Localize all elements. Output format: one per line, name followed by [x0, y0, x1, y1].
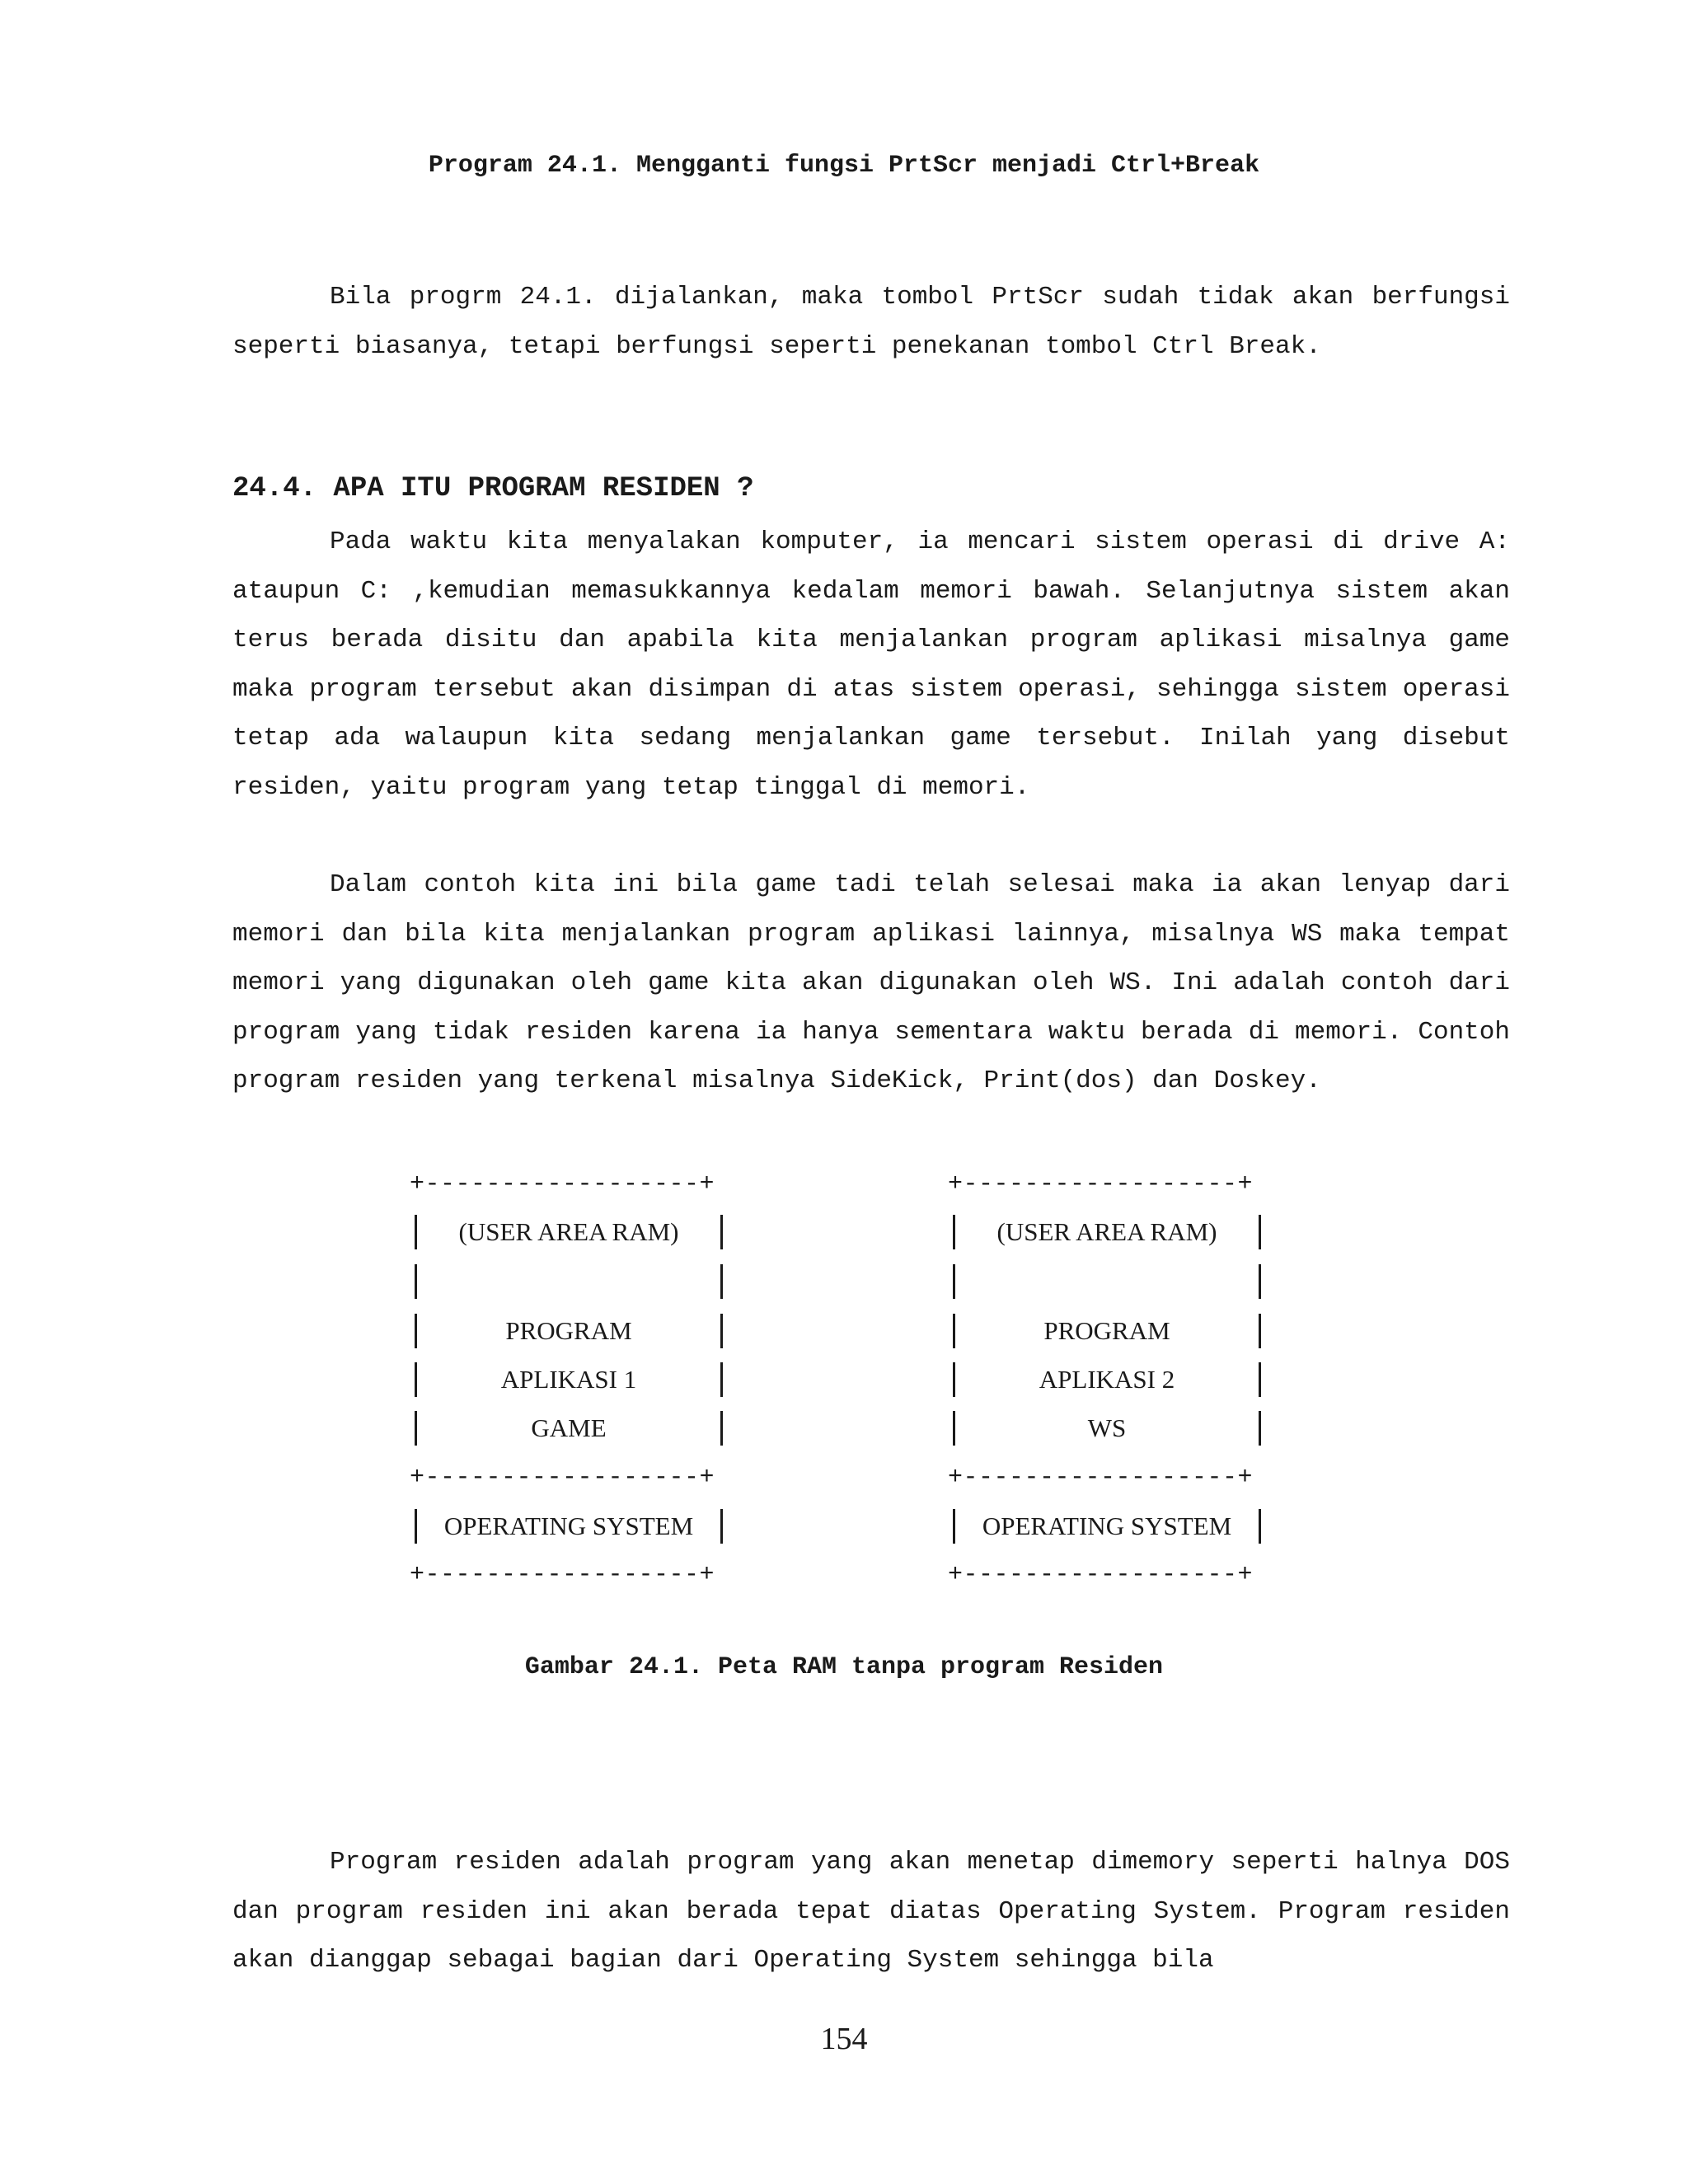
ram-border-middle: +------------------+ — [410, 1464, 715, 1492]
user-area-label: (USER AREA RAM) — [996, 1217, 1217, 1246]
program-caption: Program 24.1. Mengganti fungsi PrtScr menjadi Ctrl+Break — [428, 152, 1260, 180]
program-label: PROGRAM — [1043, 1316, 1170, 1345]
paragraph-3: Dalam contoh kita ini bila game tadi telah selesai maka ia akan lenyap dari memori dan bila kita menjalankan program aplikasi lainnya, misalnya WS maka tempat memori yang digunakan oleh game kita akan digunakan oleh WS. Ini adalah contoh dari program yang tidak residen karena ia hanya sementara waktu berada di memori. Contoh program residen yang terkenal misalnya SideKick, Print(dos) dan Doskey. — [232, 870, 1510, 1095]
ram-row-program — [948, 1307, 1269, 1355]
paragraph-4: Program residen adalah program yang akan menetap dimemory seperti halnya DOS dan program residen ini akan berada tepat diatas Operating System. Program residen akan dianggap sebagai bagian dari Operating System sehingga bila — [232, 1848, 1510, 1975]
ram-map-right — [948, 1160, 1278, 1589]
ram-row-program — [410, 1307, 731, 1355]
ram-row-app-name — [948, 1404, 1269, 1452]
page-number: 154 — [820, 2022, 868, 2056]
figure-caption: Gambar 24.1. Peta RAM tanpa program Residen — [524, 1653, 1164, 1681]
ram-row-empty — [410, 1258, 731, 1305]
ram-row-app-name — [410, 1404, 731, 1452]
section-heading: 24.4. APA ITU PROGRAM RESIDEN ? — [232, 473, 754, 504]
app-name-label: GAME — [531, 1413, 607, 1442]
ram-row-aplikasi — [948, 1356, 1269, 1404]
user-area-label: (USER AREA RAM) — [458, 1217, 679, 1246]
ram-border-top: +------------------+ — [948, 1170, 1254, 1198]
os-label: OPERATING SYSTEM — [443, 1511, 694, 1540]
app-name-label: WS — [1087, 1413, 1127, 1442]
ram-row-aplikasi — [410, 1356, 731, 1404]
ram-border-middle: +------------------+ — [948, 1464, 1254, 1492]
ram-map-left — [410, 1160, 739, 1589]
aplikasi-label: APLIKASI 1 — [500, 1365, 637, 1394]
os-label: OPERATING SYSTEM — [982, 1511, 1232, 1540]
paragraph-1: Bila progrm 24.1. dijalankan, maka tombol PrtScr sudah tidak akan berfungsi seperti biasanya, tetapi berfungsi seperti penekanan tombol Ctrl Break. — [232, 283, 1510, 361]
ram-row-user-area — [410, 1208, 731, 1256]
ram-border-top: +------------------+ — [410, 1170, 715, 1198]
ram-border-bottom: +------------------+ — [948, 1561, 1254, 1589]
paragraph-2: Pada waktu kita menyalakan komputer, ia mencari sistem operasi di drive A: ataupun C: ,kemudian memasukkannya kedalam memori bawah. Selanjutnya sistem akan terus berada disitu dan apabila kita menjalankan program aplikasi misalnya game maka program tersebut akan disimpan di atas sistem operasi, sehingga sistem operasi tetap ada walaupun kita sedang menjalankan game tersebut. Inilah yang disebut residen, yaitu program yang tetap tinggal di memori. — [232, 527, 1510, 802]
program-label: PROGRAM — [505, 1316, 632, 1345]
ram-row-os — [410, 1502, 731, 1550]
aplikasi-label: APLIKASI 2 — [1039, 1365, 1175, 1394]
ram-border-bottom: +------------------+ — [410, 1561, 715, 1589]
ram-row-empty — [948, 1258, 1269, 1305]
ram-row-os — [948, 1502, 1269, 1550]
ram-row-user-area — [948, 1208, 1269, 1256]
